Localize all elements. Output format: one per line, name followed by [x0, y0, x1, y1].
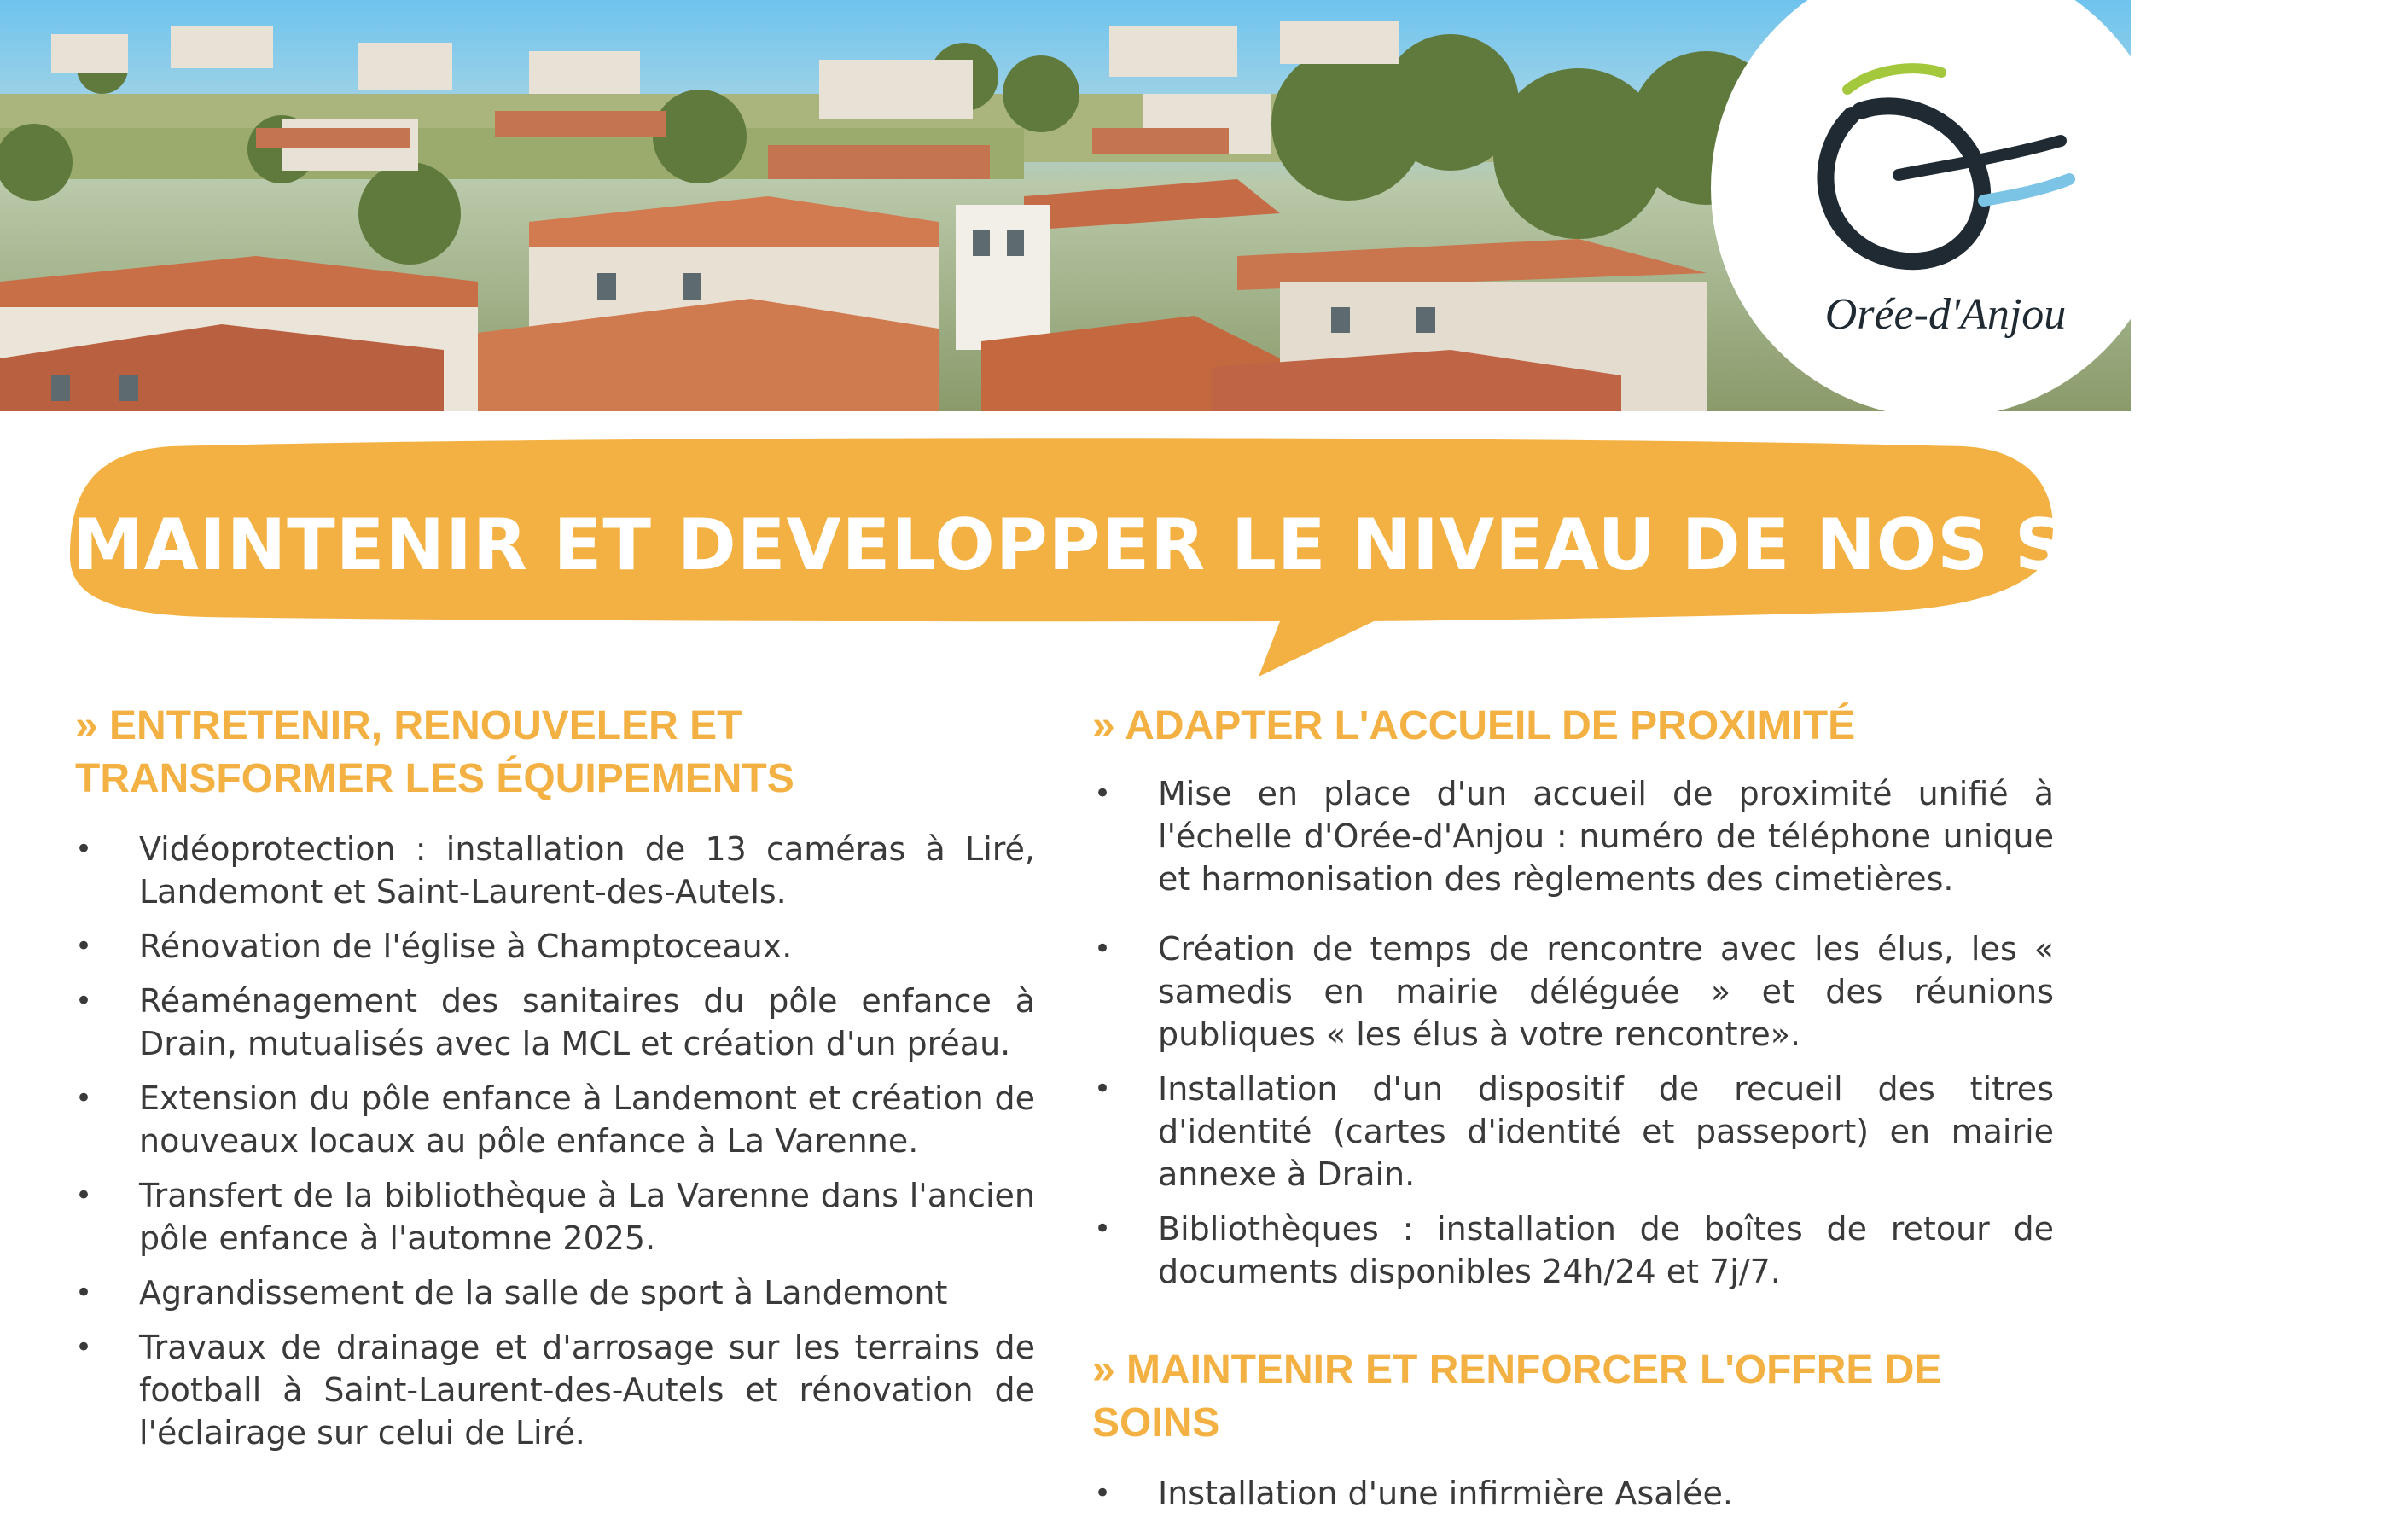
- equipements-list: [75, 828, 1035, 1454]
- list-item: • Transfert de la bibliothèque à La Varenne dans l'ancien pôle enfance à l'automne 2025.: [75, 1174, 1035, 1260]
- list-item: • Travaux de drainage et d'arrosage sur les terrains de football à Saint-Laurent-des-Autels et rénovation de l'éclairage sur celui de Liré.: [75, 1326, 1035, 1454]
- list-item: • Extension du pôle enfance à Landemont et création de nouveaux locaux au pôle enfance à La Varenne.: [75, 1077, 1035, 1162]
- section-heading-accueil: [1092, 700, 1855, 753]
- list-item: • Création de temps de rencontre avec les élus, les « samedis en mairie déléguée » et des réunions publiques « les élus à votre rencontre».: [1094, 928, 2054, 1056]
- list-item: • Agrandissement de la salle de sport à Landemont: [75, 1271, 1035, 1314]
- logo-text: Orée-d'Anjou: [1824, 290, 2067, 339]
- page-title: MAINTENIR ET DEVELOPPER LE NIVEAU DE NOS SERVICES: [73, 503, 2408, 586]
- section-heading-line: SOINS: [1092, 1400, 1220, 1446]
- list-item: • Installation d'un dispositif de recueil des titres d'identité (cartes d'identité et passeport) en mairie annexe à Drain.: [1094, 1068, 2054, 1196]
- section-heading-line: » ENTRETENIR, RENOUVELER ET: [75, 703, 742, 748]
- section-heading-soins: [1092, 1344, 1941, 1450]
- oree-danjou-logo: [1685, 0, 2163, 427]
- section-heading-line: » ADAPTER L'ACCUEIL DE PROXIMITÉ: [1092, 703, 1856, 748]
- list-item: • Bibliothèques : installation de boîtes de retour de documents disponibles 24h/24 et 7j/7.: [1094, 1207, 2054, 1293]
- list-item: • Rénovation de l'église à Champtoceaux.: [75, 925, 1035, 968]
- soins-list: [1094, 1472, 2054, 1515]
- section-heading-line: » MAINTENIR ET RENFORCER L'OFFRE DE: [1092, 1347, 1942, 1393]
- section-heading-equipements: [75, 700, 794, 806]
- accueil-list: [1094, 772, 2054, 1293]
- list-item: • Réaménagement des sanitaires du pôle enfance à Drain, mutualisés avec la MCL et création d'un préau.: [75, 980, 1035, 1065]
- list-item: • Vidéoprotection : installation de 13 caméras à Liré, Landemont et Saint-Laurent-des-Autels.: [75, 828, 1035, 913]
- list-item: • Mise en place d'un accueil de proximité unifié à l'échelle d'Orée-d'Anjou : numéro de téléphone unique et harmonisation des règlements des cimetières.: [1094, 772, 2054, 900]
- list-item: • Installation d'une infirmière Asalée.: [1094, 1472, 2054, 1515]
- section-heading-line: TRANSFORMER LES ÉQUIPEMENTS: [75, 756, 794, 801]
